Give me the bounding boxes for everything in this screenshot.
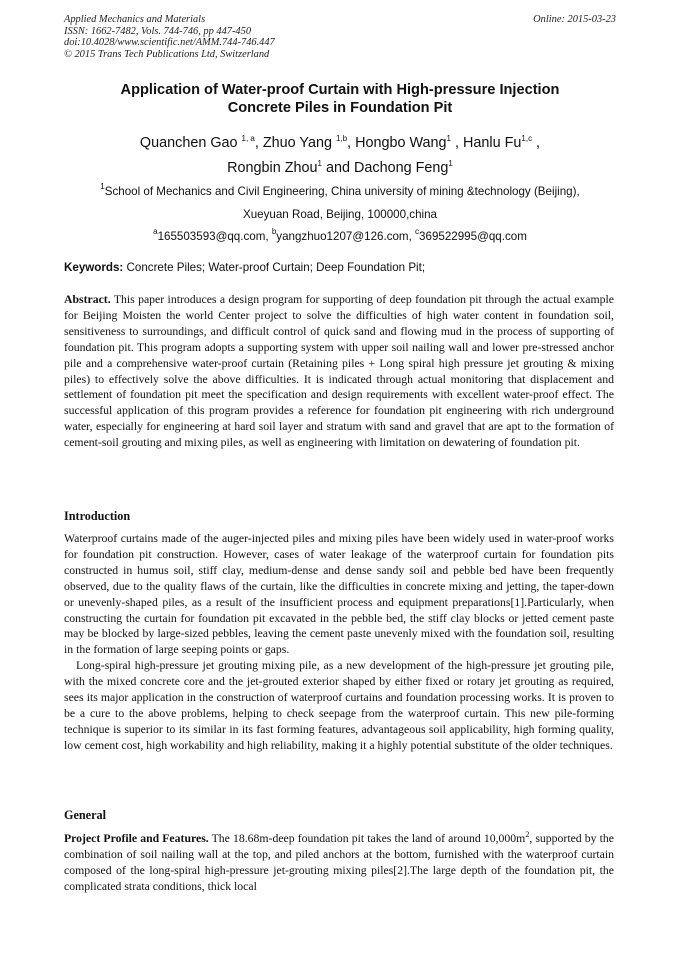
section-heading-introduction: Introduction	[64, 509, 131, 523]
abstract-text: This paper introduces a design program for supporting of deep foundation pit through the actual example for Beijing Moisten the world Center project to solve the difficulties of high water content in foundation soil, sensitiveness to surroundings, and difficult control of quick sand and flowing mud in the process of supporting of foundation pit. This program adopts a supporting system with upper soil nailing wall and lower pre-stressed anchor pile and a comprehensive water-proof curtain (Retaining piles + Long spiral high pressure jet grouting & mixing piles) to effectively solve the above difficulties. It is indicated through actual monitoring that displacement and settlement of foundation pit meet the specification and design requirements with excellent water-proof effect. The successful application of this program provides a reference for foundation pit engineering with rich underground water, especially for engineering at hard soil layer and stratum with sand and gravel that are apt to the formation of cement-soil grouting and mixing piles, as well as engineering with limitation on dewatering of foundation pit.	[64, 293, 614, 450]
abstract-label: Abstract.	[64, 293, 111, 306]
email-address: 165503593@qq.com,	[157, 230, 272, 243]
title-line-1: Application of Water-proof Curtain with High-pressure Injection	[120, 82, 560, 98]
email-mark: c	[415, 227, 420, 236]
email-address: yangzhuo1207@126.com,	[276, 230, 416, 243]
email-mark: a	[153, 227, 158, 236]
affiliation-line-2: Xueyuan Road, Beijing, 100000,china	[242, 207, 438, 221]
general-body	[64, 831, 614, 895]
introduction-body	[64, 531, 614, 754]
journal-name: Applied Mechanics and Materials	[64, 14, 206, 25]
author-separator: ,	[532, 135, 541, 151]
paragraph-text: The 18.68m-deep foundation pit takes the land of around 10,000m	[208, 832, 526, 845]
author-affiliation-mark: 1	[317, 158, 322, 168]
doi-line: doi:10.4028/www.scientific.net/AMM.744-746.447	[64, 37, 275, 48]
author-name: , Hanlu Fu	[451, 135, 522, 151]
section-heading-general: General	[64, 808, 106, 822]
affiliation-mark: 1	[100, 182, 105, 191]
paragraph: Long-spiral high-pressure jet grouting mixing pile, as a new development of the high-pressure jet grouting pile, with the mixed concrete core and the jet-grouted exterior shaped by either fixed or rotary jet grouting as required, sees its major application in the construction of waterproof curtains and foundation processing works. It is proven to be a cure to the above problems, helping to check seepage from the waterproof curtain. This new pile-forming technique is superior to its similar in its fast forming features, advantageous soil applicability, high forming quality, low cement cost, high workability and high reliability, making it a highly potential substitute of the older techniques.	[64, 659, 614, 752]
paper-title	[64, 82, 616, 117]
author-name: and Dachong Feng	[321, 159, 449, 176]
author-name: Rongbin Zhou	[227, 159, 318, 176]
keywords	[64, 261, 616, 274]
affiliation-line-1	[64, 181, 616, 204]
issn-line: ISSN: 1662-7482, Vols. 744-746, pp 447-450	[64, 25, 252, 37]
author-line-1	[64, 131, 616, 156]
author-affiliation-mark: 1	[448, 158, 453, 168]
email-line	[64, 226, 616, 249]
online-date: Online: 2015-03-23	[533, 14, 616, 25]
affiliation-text: School of Mechanics and Civil Engineering, China university of mining &technology (Beijing),	[104, 185, 580, 198]
author-name: Quanchen Gao	[139, 135, 238, 151]
superscript: 2	[525, 830, 530, 839]
email-address: 369522995@qq.com	[419, 230, 527, 243]
author-affiliation-mark: 1, a	[241, 134, 255, 143]
title-line-2: Concrete Piles in Foundation Pit	[227, 99, 453, 116]
affiliation-block	[64, 181, 616, 249]
subsection-label: Project Profile and Features.	[64, 832, 209, 845]
keywords-label: Keywords:	[64, 261, 124, 274]
author-list	[64, 131, 616, 180]
author-affiliation-mark: 1,c	[521, 134, 533, 143]
page-header	[64, 14, 616, 60]
keywords-text: Concrete Piles; Water-proof Curtain; Deep Foundation Pit;	[123, 261, 426, 274]
author-name: , Hongbo Wang	[347, 135, 447, 151]
author-affiliation-mark: 1	[446, 134, 451, 143]
author-affiliation-mark: 1,b	[335, 134, 348, 143]
abstract	[64, 292, 614, 451]
paragraph	[64, 831, 614, 895]
email-mark: b	[271, 227, 277, 236]
paragraph-text: , supported by the combination of soil nailing wall at the top, and piled anchors at the bottom, furnished with the waterproof curtain composed of the long-spiral high-pressure jet-grouting mixing piles[2].The large depth of the foundation pit, the complicated strata conditions, thick local	[64, 832, 614, 893]
copyright-line: © 2015 Trans Tech Publications Ltd, Switzerland	[64, 48, 270, 60]
author-name: , Zhuo Yang	[254, 135, 332, 151]
author-line-2	[64, 156, 616, 181]
paragraph: Waterproof curtains made of the auger-injected piles and mixing piles have been widely used in water-proof works for foundation pit construction. However, cases of water leakage of the waterproof curtain for foundation pits constructed in humus soil, stiff clay, medium-dense and dense sandy soil and pebble bed have been frequently observed, due to the quality flaws of the curtain, like the difficulties in concrete mixing and jetting, the taper-down or unevenly-shaped piles, as a result of the insufficient process and equipment preparations[1].Particularly, when constructing the curtain for foundation pit excavated in the pebble bed, the stiff clay blocks or jetted cement paste may be blocked by large-sized pebbles, leaving the cement paste unevenly mixed with the foundation soil, resulting in the formation of large seeping points or gaps.	[64, 532, 614, 657]
